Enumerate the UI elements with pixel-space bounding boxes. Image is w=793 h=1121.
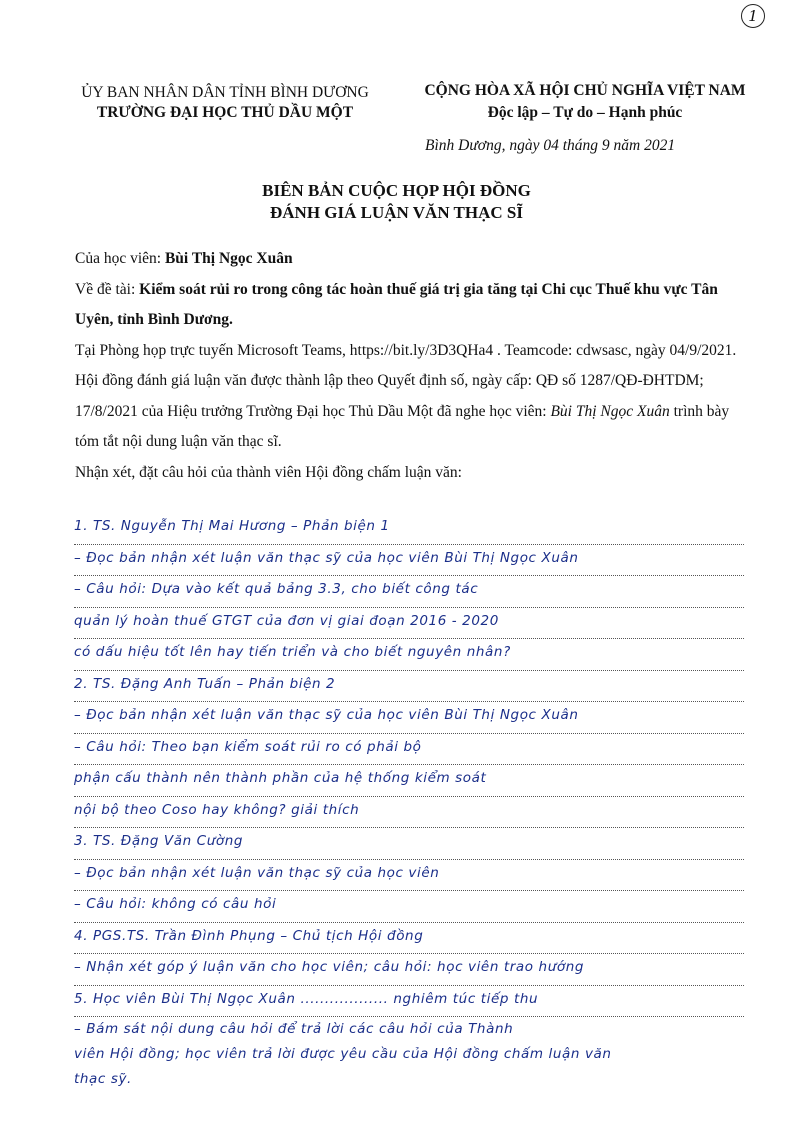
date-line: Bình Dương, ngày 04 tháng 9 năm 2021 (425, 137, 676, 154)
student-label: Của học viên: (75, 250, 165, 267)
council-line (75, 366, 743, 458)
issuer-header (60, 83, 390, 123)
handwritten-line: quản lý hoàn thuế GTGT của đơn vị giai đoạn 2016 - 2020 (74, 608, 744, 640)
council-text: Hội đồng đánh giá luận văn được thành lập theo Quyết định số, ngày cấp: QĐ số 1287/QĐ-ĐHTDM; 17/8/2021 của Hiệu trưởng Trường Đại học Thủ Dầu Một đã nghe học viên: (75, 372, 704, 420)
student-name: Bùi Thị Ngọc Xuân (164, 250, 293, 267)
issuer-org: ỦY BAN NHÂN DÂN TỈNH BÌNH DƯƠNG (81, 84, 369, 101)
council-student: Bùi Thị Ngọc Xuân (550, 402, 670, 420)
topic-line (75, 275, 743, 336)
handwritten-line: – Câu hỏi: Dựa vào kết quả bảng 3.3, cho biết công tác (74, 576, 744, 608)
handwritten-line: 4. PGS.TS. Trần Đình Phụng – Chủ tịch Hội đồng (74, 923, 744, 955)
student-line (75, 244, 743, 275)
handwritten-tail-line: thạc sỹ. (74, 1071, 132, 1087)
council-tail: trình bày tóm tắt nội dung luận văn thạc sĩ. (75, 402, 730, 450)
handwritten-line: phận cấu thành nên thành phần của hệ thống kiểm soát (74, 765, 744, 797)
location-line: Tại Phòng họp trực tuyến Microsoft Teams, https://bit.ly/3D3QHa4 . Teamcode: cdwsasc, ngày 04/9/2021. (75, 341, 737, 359)
handwritten-tail-line: viên Hội đồng; học viên trả lời được yêu cầu của Hội đồng chấm luận văn (74, 1046, 612, 1062)
handwritten-line: 5. Học viên Bùi Thị Ngọc Xuân .................. nghiêm túc tiếp thu (74, 986, 744, 1018)
handwritten-line: – Đọc bản nhận xét luận văn thạc sỹ của học viên (74, 860, 744, 892)
handwritten-tail-line: – Bám sát nội dung câu hỏi để trả lời các câu hỏi của Thành (74, 1021, 514, 1037)
handwritten-line: – Câu hỏi: Theo bạn kiểm soát rủi ro có phải bộ (74, 734, 744, 766)
handwritten-line: nội bộ theo Coso hay không? giải thích (74, 797, 744, 829)
title-line-1: BIÊN BẢN CUỘC HỌP HỘI ĐỒNG (262, 181, 531, 200)
page-number: 1 (741, 4, 765, 28)
topic-label: Về đề tài: (75, 280, 140, 298)
comments-label: Nhận xét, đặt câu hỏi của thành viên Hội đồng chấm luận văn: (75, 463, 462, 481)
handwritten-line: – Câu hỏi: không có câu hỏi (74, 891, 744, 923)
national-header (385, 80, 785, 124)
national-motto: Độc lập – Tự do – Hạnh phúc (487, 104, 683, 121)
document-body (75, 244, 743, 488)
handwritten-line: 1. TS. Nguyễn Thị Mai Hương – Phản biện 1 (74, 513, 744, 545)
handwritten-notes (74, 513, 744, 1092)
handwritten-line: – Đọc bản nhận xét luận văn thạc sỹ của học viên Bùi Thị Ngọc Xuân (74, 545, 744, 577)
handwritten-line: 3. TS. Đặng Văn Cường (74, 828, 744, 860)
country-name: CỘNG HÒA XÃ HỘI CHỦ NGHĨA VIỆT NAM (424, 82, 746, 99)
handwritten-line: có dấu hiệu tốt lên hay tiến triển và cho biết nguyên nhân? (74, 639, 744, 671)
issuer-school: TRƯỜNG ĐẠI HỌC THỦ DẦU MỘT (96, 104, 354, 121)
document-title (0, 180, 793, 224)
topic-text: Kiểm soát rủi ro trong công tác hoàn thuế giá trị gia tăng tại Chi cục Thuế khu vực Tân Uyên, tỉnh Bình Dương. (75, 280, 718, 328)
handwritten-line: – Nhận xét góp ý luận văn cho học viên; câu hỏi: học viên trao hướng (74, 954, 744, 986)
handwritten-line: – Đọc bản nhận xét luận văn thạc sỹ của học viên Bùi Thị Ngọc Xuân (74, 702, 744, 734)
title-line-2: ĐÁNH GIÁ LUẬN VĂN THẠC SĨ (270, 203, 523, 222)
handwritten-line: 2. TS. Đặng Anh Tuấn – Phản biện 2 (74, 671, 744, 703)
